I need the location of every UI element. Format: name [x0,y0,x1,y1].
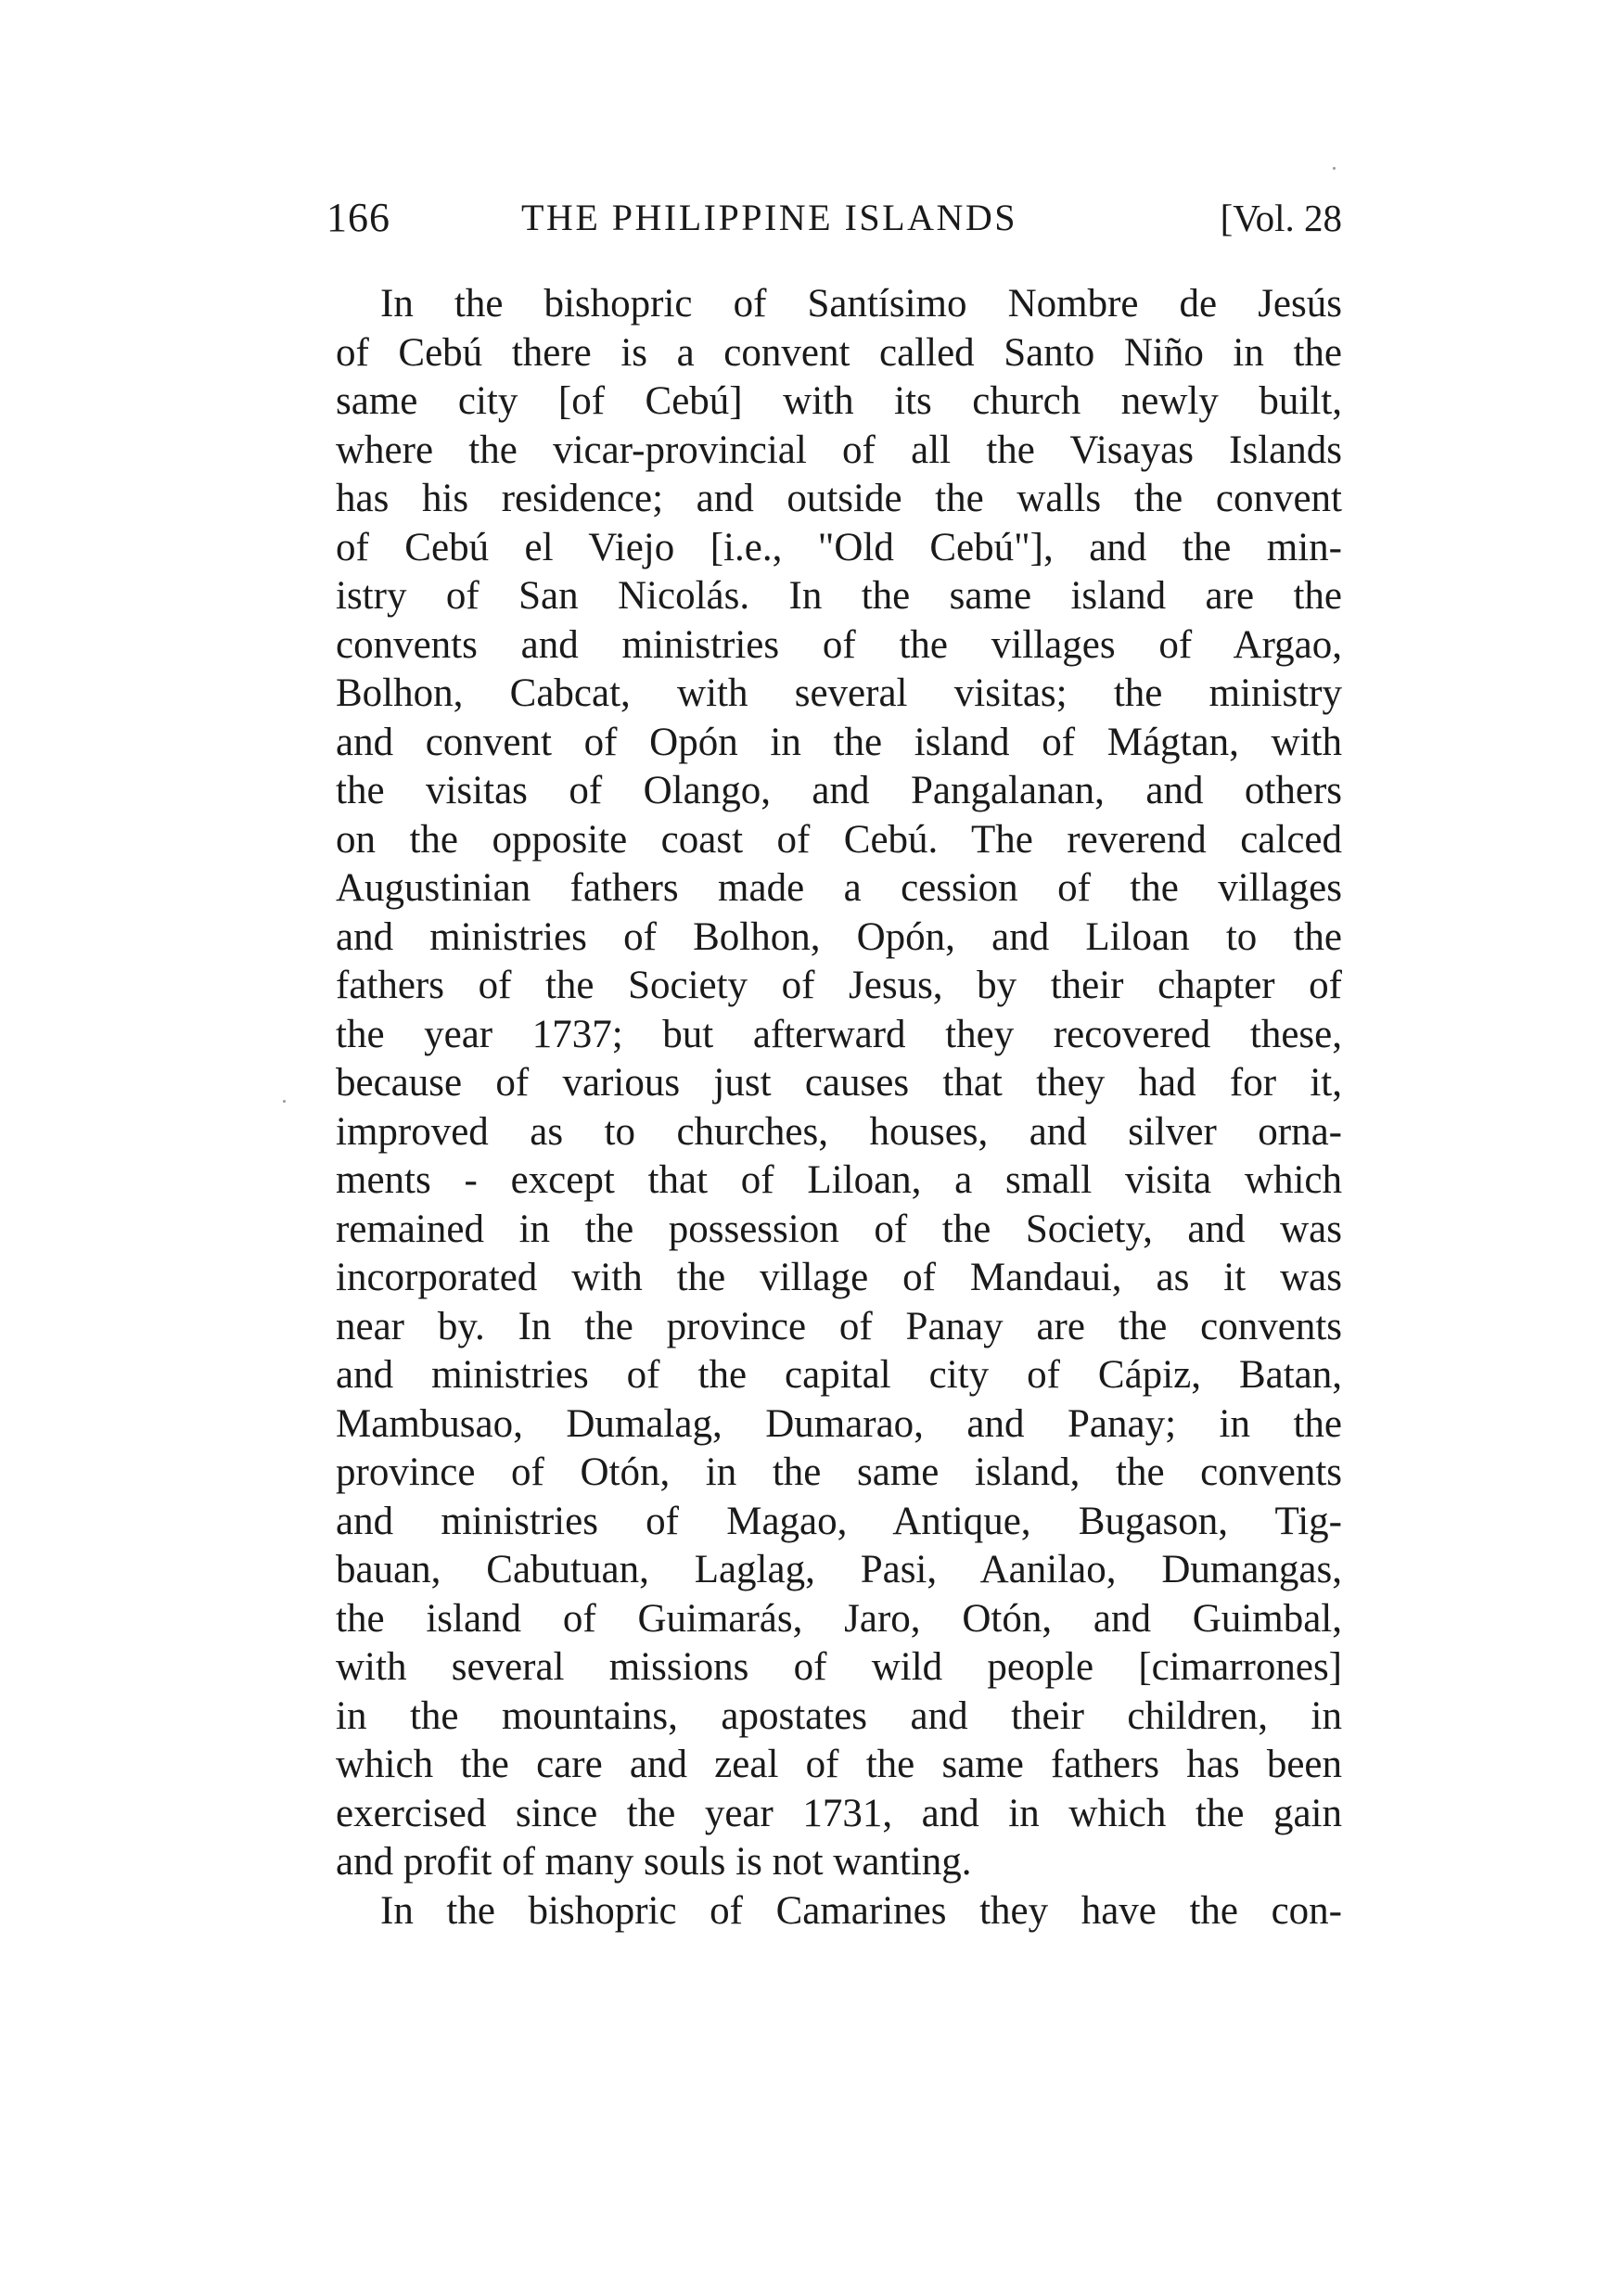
text-line: In the bishopric of Santísimo Nombre de Jesús [380,282,1342,326]
text-line: and ministries of the capital city of Cápiz, Batan, [336,1353,1342,1397]
text-line: ments - except that of Liloan, a small visita which [336,1158,1342,1202]
text-line: istry of San Nicolás. In the same island are the [336,574,1342,618]
text-line: because of various just causes that they had for it, [336,1061,1342,1105]
text-line: Augustinian fathers made a cession of the villages [336,866,1342,910]
text-line: same city [of Cebú] with its church newly built, [336,379,1342,423]
text-line: of Cebú el Viejo [i.e., "Old Cebú"], and the min- [336,525,1342,569]
page-number: 166 [326,195,390,240]
text-line: bauan, Cabutuan, Laglag, Pasi, Aanilao, Dumangas, [336,1548,1342,1591]
text-line: and ministries of Bolhon, Opón, and Liloan to the [336,914,1342,959]
text-line: and profit of many souls is not wanting. [336,1840,972,1884]
text-line: the year 1737; but afterward they recovered these, [336,1012,1342,1056]
text-line: near by. In the province of Panay are the convents [336,1304,1342,1348]
text-line: with several missions of wild people [cimarrones] [336,1645,1342,1689]
text-line: and ministries of Magao, Antique, Bugason, Tig- [336,1499,1342,1543]
text-line: has his residence; and outside the walls the convent [336,477,1342,520]
print-speck [283,1100,286,1103]
text-line: In the bishopric of Camarines they have the con- [380,1888,1342,1933]
text-line: the island of Guimarás, Jaro, Otón, and Guimbal, [336,1596,1342,1641]
text-line: convents and ministries of the villages of Argao, [336,622,1342,667]
running-title: THE PHILIPPINE ISLANDS [521,197,1017,238]
text-line: province of Otón, in the same island, the convents [336,1450,1342,1494]
page-header [326,190,1342,246]
text-line: Mambusao, Dumalag, Dumarao, and Panay; in the [336,1401,1342,1446]
text-line: remained in the possession of the Society, and was [336,1207,1342,1251]
text-line: which the care and zeal of the same fathers has been [336,1743,1342,1786]
text-line: incorporated with the village of Mandaui, as it was [336,1256,1342,1299]
text-line: Bolhon, Cabcat, with several visitas; the ministry [336,671,1342,715]
text-line: where the vicar-provincial of all the Visayas Islands [336,428,1342,472]
text-line: improved as to churches, houses, and silver orna- [336,1109,1342,1154]
text-line: on the opposite coast of Cebú. The reverend calced [336,817,1342,862]
text-line: exercised since the year 1731, and in which the gain [336,1791,1342,1835]
text-line: and convent of Opón in the island of Mágtan, with [336,720,1342,764]
text-line: of Cebú there is a convent called Santo Niño in the [336,330,1342,375]
volume-label: [Vol. 28 [1220,197,1342,239]
text-line: in the mountains, apostates and their children, in [336,1693,1342,1738]
print-speck [1333,167,1336,170]
body-text [336,280,1342,1936]
text-line: fathers of the Society of Jesus, by their chapter of [336,964,1342,1007]
text-line: the visitas of Olango, and Pangalanan, and others [336,769,1342,812]
